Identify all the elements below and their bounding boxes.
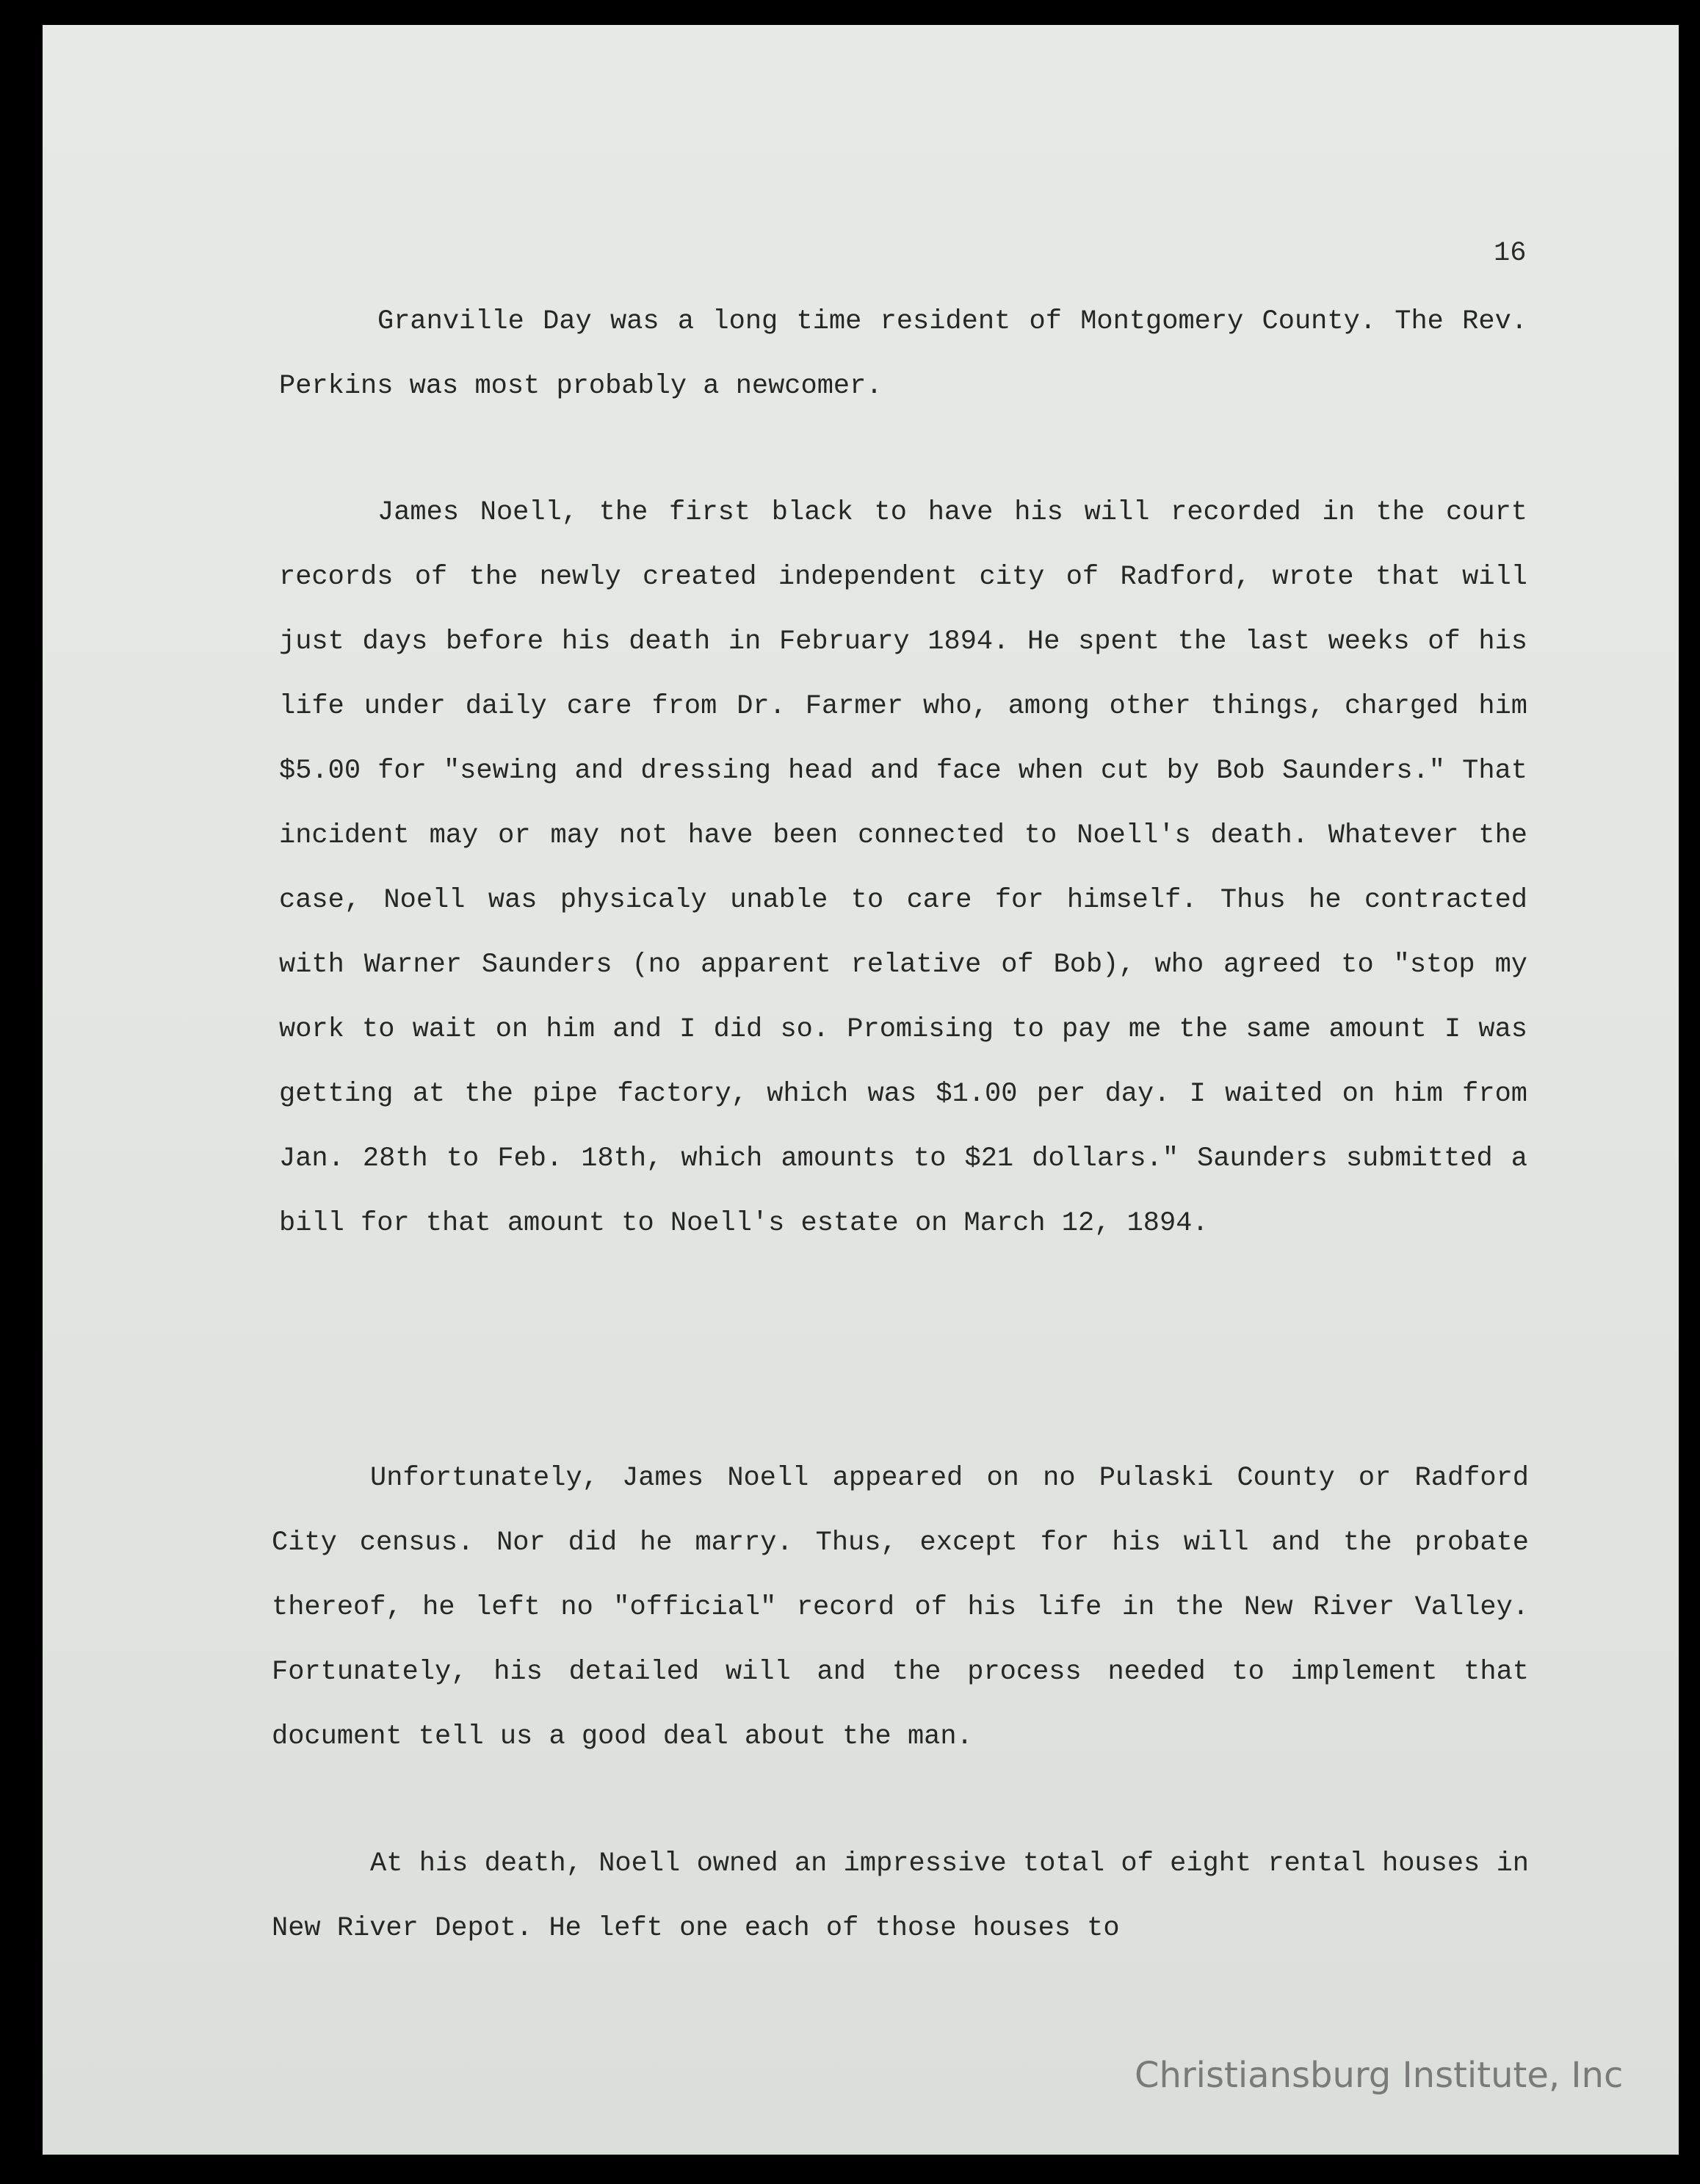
paragraph-text: At his death, Noell owned an impressive total of eight rental houses in New River Depot. He left one each of those houses to <box>272 1848 1529 1944</box>
paragraph-1 <box>279 289 1527 419</box>
page-number: 16 <box>1494 238 1527 269</box>
paragraph-4 <box>272 1832 1529 1961</box>
paragraph-text: James Noell, the first black to have his will recorded in the court records of the newly created independent city of Radford, wrote that will just days before his death in February 1894. He spent the last weeks of his life under daily care from Dr. Farmer who, among other things, charged him $5.00 for "sewing and dressing head and face when cut by Bob Saunders." That incident may or may not have been connected to Noell's death. Whatever the case, Noell was physicaly unable to care for himself. Thus he contracted with Warner Saunders (no apparent relative of Bob), who agreed to "stop my work to wait on him and I did so. Promising to pay me the same amount I was getting at the pipe factory, which was $1.00 per day. I waited on him from Jan. 28th to Feb. 18th, which amounts to $21 dollars." Saunders submitted a bill for that amount to Noell's estate on March 12, 1894. <box>279 497 1527 1239</box>
paragraph-text: Unfortunately, James Noell appeared on no Pulaski County or Radford City census. Nor did he marry. Thus, except for his will and the probate thereof, he left no "official" record of his life in the New River Valley. Fortunately, his detailed will and the process needed to implement that document tell us a good deal about the man. <box>272 1463 1529 1752</box>
watermark-text: Christiansburg Institute, Inc <box>1135 2055 1624 2096</box>
paragraph-text: Granville Day was a long time resident of Montgomery County. The Rev. Perkins was most probably a newcomer. <box>279 306 1527 402</box>
document-page <box>43 25 1679 2155</box>
paragraph-2 <box>279 480 1527 1256</box>
paragraph-3 <box>272 1446 1529 1769</box>
